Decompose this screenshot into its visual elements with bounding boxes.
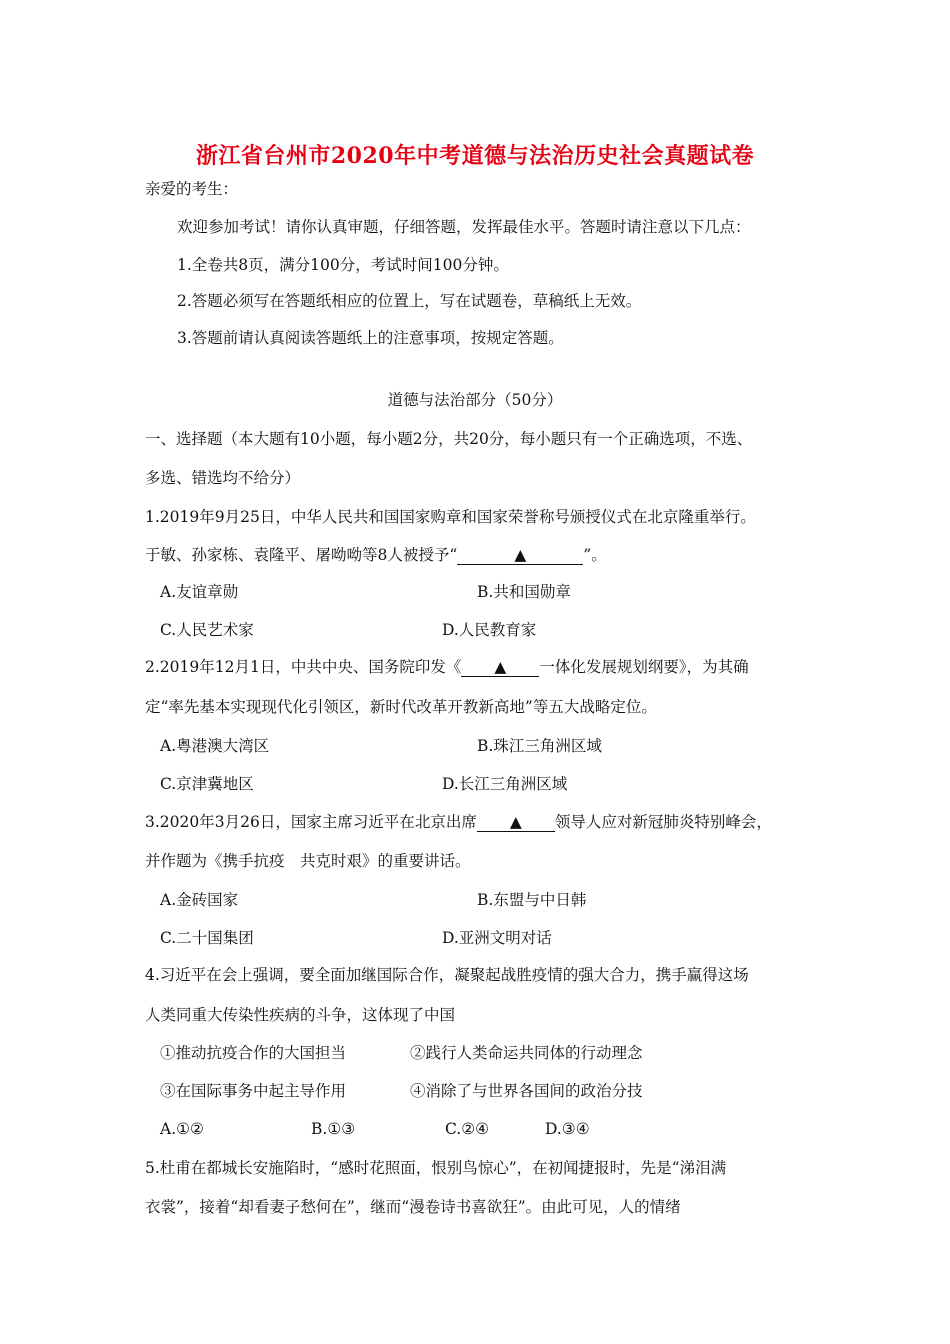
exam-title: 浙江省台州市2020年中考道德与法治历史社会真题试卷 — [195, 143, 755, 169]
note-1: 1.全卷共8页，满分100分，考试时间100分钟。 — [177, 256, 509, 274]
q1-line2-pre: 于敏、孙家栋、袁隆平、屠呦呦等8人被授予“ — [145, 546, 458, 564]
q2-option-c: C.京津冀地区 — [160, 775, 254, 793]
q1-line1: 1.2019年9月25日，中华人民共和国国家购章和国家荣誉称号颁授仪式在北京隆重举行。 — [145, 508, 756, 526]
q1-option-d: D.人民教育家 — [442, 621, 537, 639]
greeting: 亲爱的考生： — [145, 180, 239, 198]
q3-line2: 并作题为《携手抗疫 共克时艰》的重要讲话。 — [145, 852, 471, 870]
q4-line2: 人类同重大传染性疾病的斗争，这体现了中国 — [145, 1006, 456, 1024]
q4-option-b: B.①③ — [311, 1120, 356, 1138]
note-3: 3.答题前请认真阅读答题纸上的注意事项，按规定答题。 — [177, 329, 564, 347]
q2-option-d: D.长江三角洲区域 — [442, 775, 568, 793]
answer-blank: ▲ — [457, 546, 583, 565]
q5-line1: 5.杜甫在都城长安施陷时，“感时花照面，恨别鸟惊心”，在初闻捷报时，先是“涕泪满 — [145, 1159, 727, 1177]
q5-line2: 衣裳”，接着“却看妻子愁何在”，继而“漫卷诗书喜欲狂”。由此可见，人的情绪 — [145, 1198, 681, 1216]
q2-line1-post: 一体化发展规划纲要》，为其确 — [539, 658, 749, 676]
section-title: 道德与法治部分（50分） — [387, 391, 563, 409]
q3-option-a: A.金砖国家 — [160, 891, 239, 909]
answer-blank: ▲ — [477, 813, 555, 832]
q3-option-d: D.亚洲文明对话 — [442, 929, 552, 947]
part-heading-line2: 多选、错选均不给分） — [145, 469, 301, 487]
q4-option-c: C.②④ — [445, 1120, 490, 1138]
q3-option-c: C.二十国集团 — [160, 929, 254, 947]
q4-option-d: D.③④ — [545, 1120, 590, 1138]
intro-text: 欢迎参加考试！请你认真审题，仔细答题，发挥最佳水平。答题时请注意以下几点： — [177, 218, 751, 236]
q4-statement-1: ①推动抗疫合作的大国担当 — [160, 1044, 347, 1062]
q1-option-b: B.共和国勋章 — [477, 583, 571, 601]
q4-statement-2: ②践行人类命运共同体的行动理念 — [410, 1044, 643, 1062]
q1-line2-post: ”。 — [583, 546, 607, 564]
q2-line1 — [145, 656, 749, 678]
part-heading-line1: 一、选择题（本大题有10小题，每小题2分，共20分，每小题只有一个正确选项，不选、 — [145, 430, 753, 448]
q3-option-b: B.东盟与中日韩 — [477, 891, 587, 909]
q3-line1 — [145, 811, 772, 833]
q3-line1-pre: 3.2020年3月26日，国家主席习近平在北京出席 — [145, 813, 477, 831]
q4-statement-4: ④消除了与世界各国间的政治分技 — [410, 1082, 643, 1100]
note-2: 2.答题必须写在答题纸相应的位置上，写在试题卷，草稿纸上无效。 — [177, 292, 642, 310]
q2-option-a: A.粤港澳大湾区 — [160, 737, 270, 755]
q4-option-a: A.①② — [160, 1120, 204, 1138]
q3-line1-post: 领导人应对新冠肺炎特别峰会， — [554, 813, 772, 831]
q2-line1-pre: 2.2019年12月1日，中共中央、国务院印发《 — [145, 658, 462, 676]
answer-blank: ▲ — [461, 658, 539, 677]
q2-option-b: B.珠江三角洲区域 — [477, 737, 602, 755]
q4-line1: 4.习近平在会上强调，要全面加继国际合作，凝聚起战胜疫情的强大合力，携手赢得这场 — [145, 966, 749, 984]
q1-option-a: A.友谊章勋 — [160, 583, 239, 601]
q1-line2 — [145, 544, 607, 566]
q4-statement-3: ③在国际事务中起主导作用 — [160, 1082, 347, 1100]
q1-option-c: C.人民艺术家 — [160, 621, 254, 639]
q2-line2: 定“率先基本实现现代化引领区，新时代改革开教新高地”等五大战略定位。 — [145, 698, 657, 716]
